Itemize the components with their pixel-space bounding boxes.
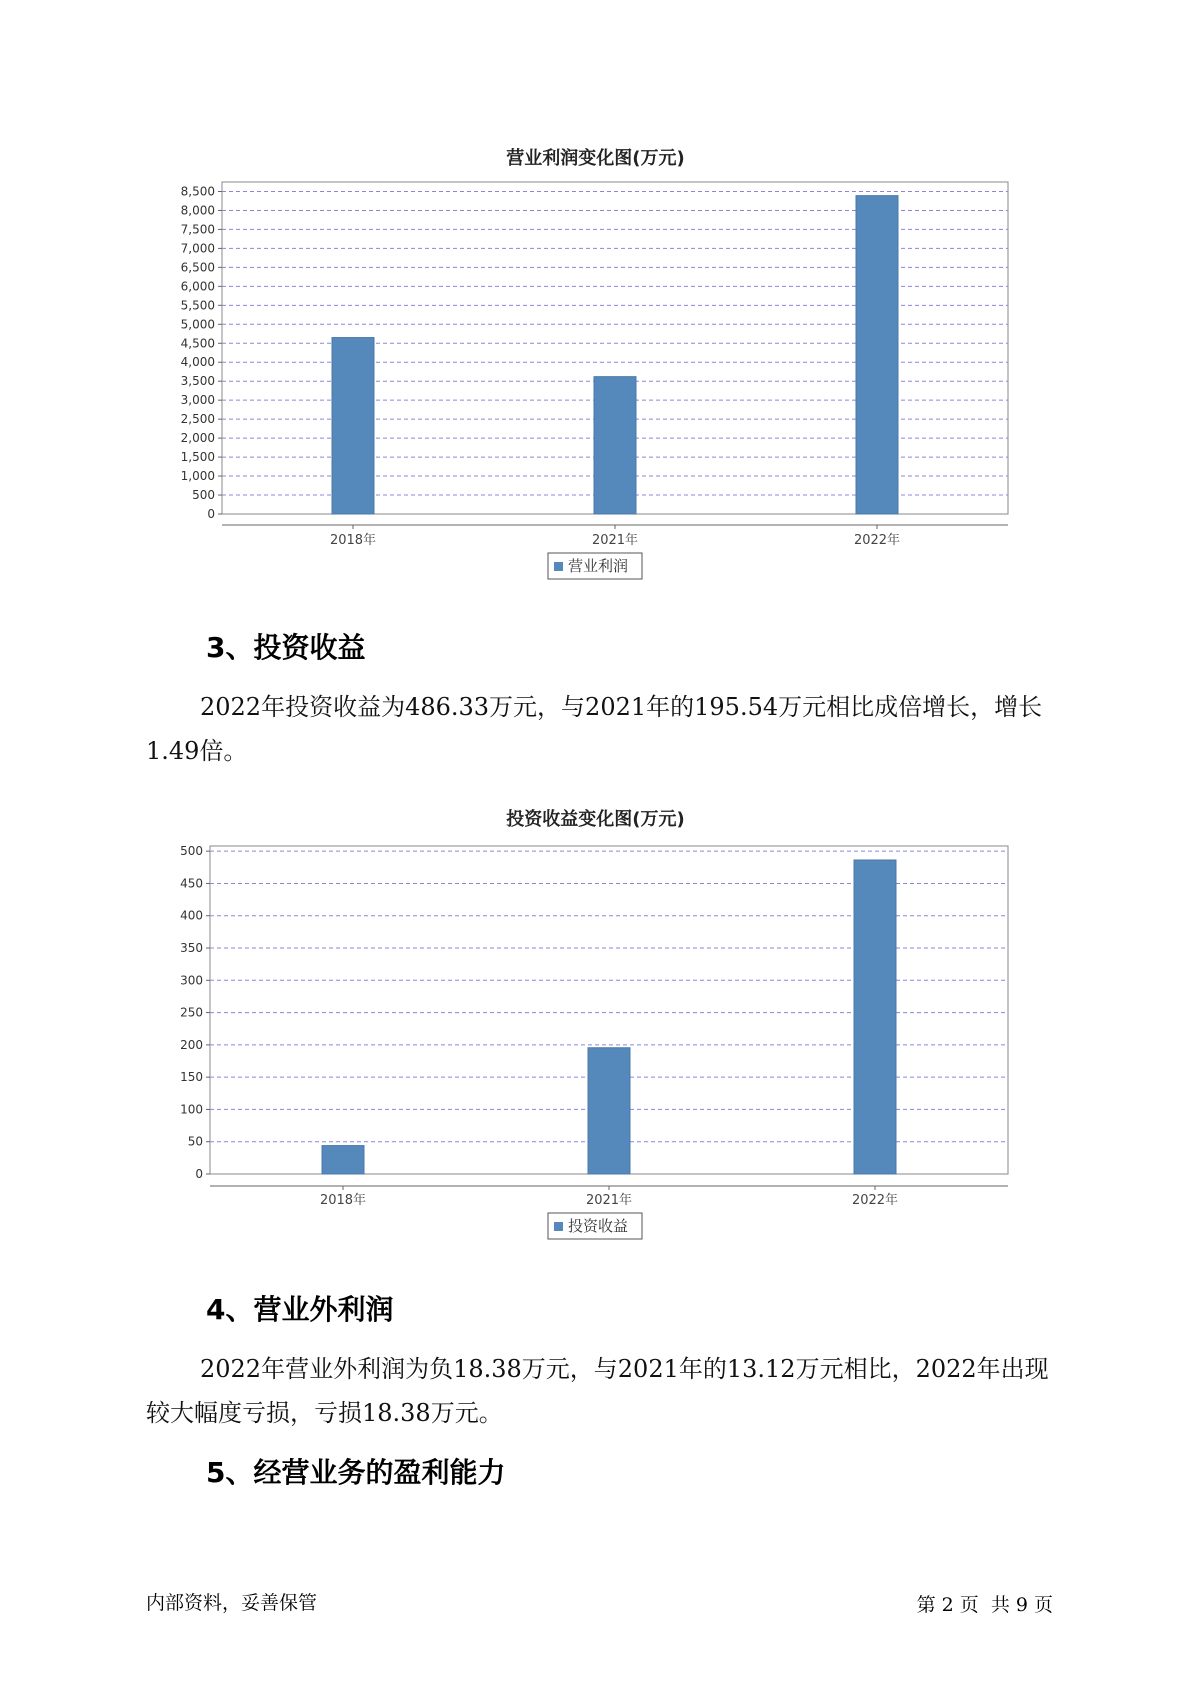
y-tick-label: 3,500 — [180, 374, 215, 389]
y-tick-label: 500 — [192, 488, 215, 503]
legend-label: 营业利润 — [568, 557, 629, 575]
y-tick-label: 5,000 — [180, 317, 215, 332]
y-tick-label: 8,000 — [180, 203, 215, 218]
y-tick-label: 300 — [180, 973, 203, 988]
bar-2018年 — [322, 1146, 364, 1174]
y-tick-label: 50 — [187, 1134, 203, 1149]
x-tick-label: 2021年 — [585, 1193, 633, 1208]
footer-page-number: 第 2 页 共 9 页 — [916, 1594, 1053, 1616]
y-tick-label: 7,500 — [180, 222, 215, 237]
section-heading-investment-income: 3、投资收益 — [206, 631, 366, 664]
y-tick-label: 200 — [180, 1037, 203, 1052]
y-tick-label: 100 — [180, 1102, 203, 1117]
y-tick-label: 4,000 — [180, 355, 215, 370]
y-tick-label: 500 — [180, 844, 203, 859]
section-paragraph-investment-income: 2022年投资收益为486.33万元，与2021年的195.54万元相比成倍增长，增长1.49倍。 — [146, 693, 1043, 765]
y-tick-label: 1,500 — [180, 450, 215, 465]
legend-swatch — [554, 562, 563, 571]
chart-title-operating-profit: 营业利润变化图(万元) — [506, 148, 685, 169]
y-tick-label: 0 — [195, 1167, 203, 1181]
x-tick-label: 2021年 — [591, 533, 639, 548]
y-tick-label: 150 — [180, 1070, 203, 1085]
bar-2018年 — [332, 338, 374, 514]
section-paragraph-non-operating-profit: 2022年营业外利润为负18.38万元，与2021年的13.12万元相比，2022年出现较大幅度亏损，亏损18.38万元。 — [146, 1355, 1049, 1427]
y-tick-label: 8,500 — [180, 184, 215, 199]
y-tick-label: 3,000 — [180, 393, 215, 408]
y-tick-label: 0 — [207, 507, 215, 521]
x-tick-label: 2022年 — [851, 1193, 899, 1208]
x-tick-label: 2018年 — [329, 533, 377, 548]
section-heading-profitability: 5、经营业务的盈利能力 — [206, 1456, 506, 1489]
y-tick-label: 1,000 — [180, 469, 215, 484]
y-tick-label: 7,000 — [180, 241, 215, 256]
bar-2021年 — [594, 377, 636, 514]
legend-label: 投资收益 — [568, 1217, 629, 1235]
chart-title-investment-income: 投资收益变化图(万元) — [506, 809, 685, 830]
y-tick-label: 6,000 — [180, 279, 215, 294]
y-tick-label: 250 — [180, 1005, 203, 1020]
bar-2022年 — [854, 860, 896, 1174]
legend-swatch — [554, 1222, 563, 1231]
x-tick-label: 2018年 — [319, 1193, 367, 1208]
x-tick-label: 2022年 — [853, 533, 901, 548]
y-tick-label: 5,500 — [180, 298, 215, 313]
footer-confidential-note: 内部资料，妥善保管 — [146, 1592, 318, 1614]
bar-2021年 — [588, 1048, 630, 1174]
operating-profit-chart — [0, 170, 1191, 590]
y-tick-label: 450 — [180, 876, 203, 891]
y-tick-label: 6,500 — [180, 260, 215, 275]
bar-2022年 — [856, 196, 898, 514]
section-heading-non-operating-profit: 4、营业外利润 — [206, 1293, 394, 1326]
y-tick-label: 350 — [180, 941, 203, 956]
y-tick-label: 2,000 — [180, 431, 215, 446]
y-tick-label: 2,500 — [180, 412, 215, 427]
y-tick-label: 400 — [180, 908, 203, 923]
investment-income-chart — [0, 836, 1191, 1256]
y-tick-label: 4,500 — [180, 336, 215, 351]
